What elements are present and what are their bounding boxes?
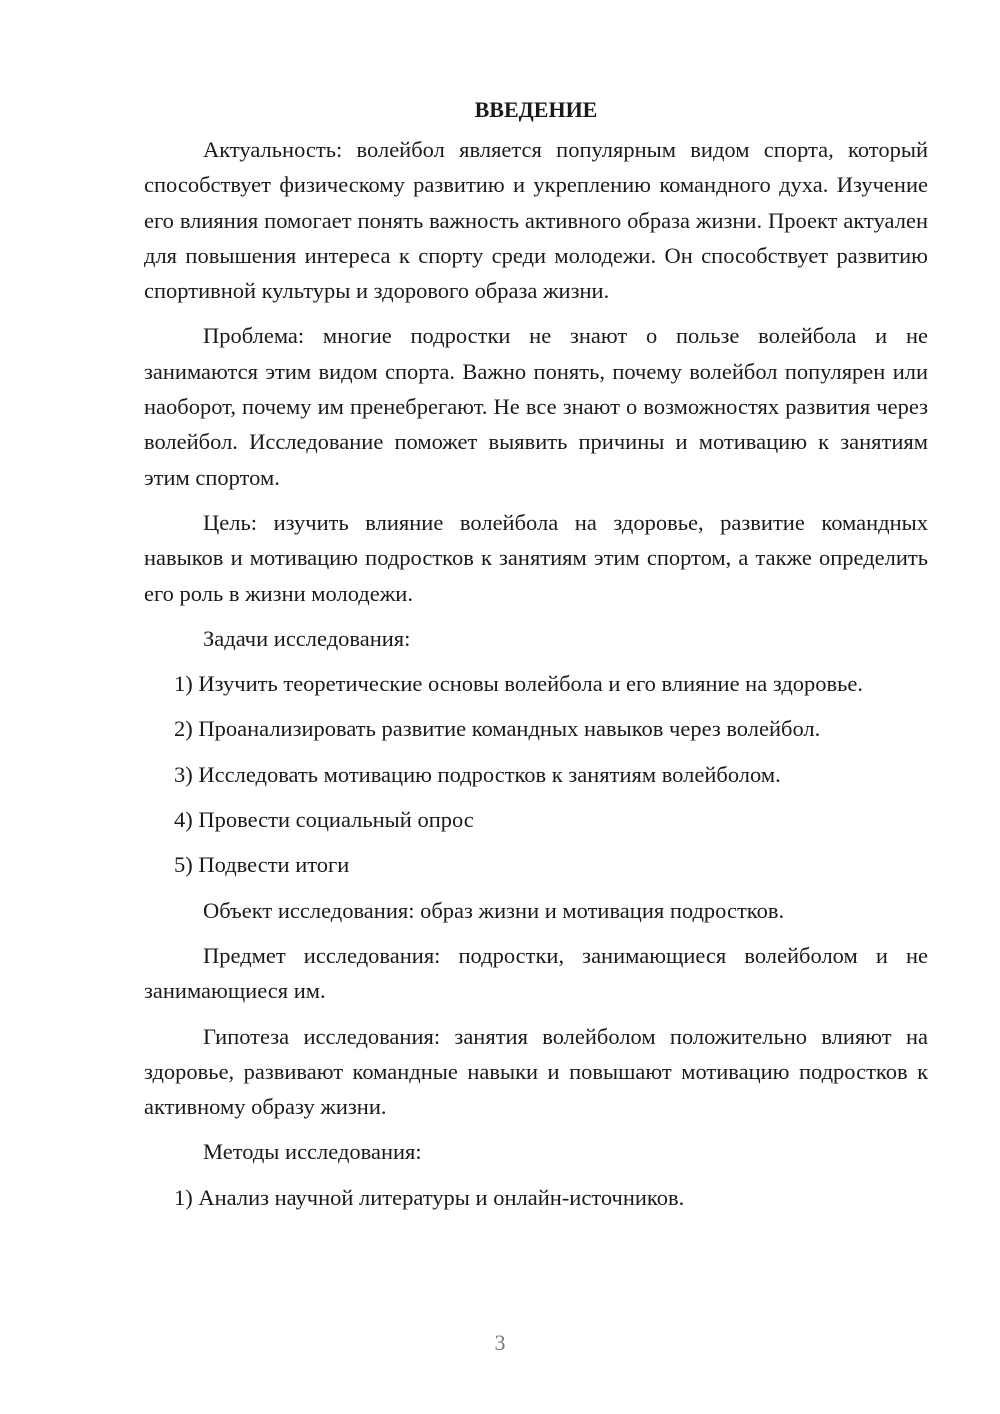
task-item-4: 4) Провести социальный опрос (174, 807, 474, 833)
page-number: 3 (494, 1330, 506, 1355)
section-title: ВВЕДЕНИЕ (474, 97, 598, 122)
task-item-3: 3) Исследовать мотивацию подростков к занятиям волейболом. (174, 761, 781, 787)
hypothesis-paragraph: Гипотеза исследования: занятия волейболом положительно влияют на здоровье, развивают командные навыки и повышают мотивацию подростков к активному образу жизни. (144, 1023, 928, 1120)
task-item-5: 5) Подвести итоги (174, 852, 350, 878)
subject-paragraph: Предмет исследования: подростки, занимающиеся волейболом и не занимающиеся им. (144, 942, 928, 1004)
tasks-list (144, 666, 928, 882)
tasks-heading: Задачи исследования: (203, 625, 411, 651)
relevance-paragraph: Актуальность: волейбол является популярным видом спорта, который способствует физическому развитию и укреплению командного духа. Изучение его влияния помогает понять важность активного образа жизни. Проект актуален для повышения интереса к спорту среди молодежи. Он способствует развитию спортивной культуры и здорового образа жизни. (144, 137, 928, 304)
methods-heading: Методы исследования: (203, 1139, 422, 1165)
methods-list (144, 1180, 928, 1215)
method-item-1: 1) Анализ научной литературы и онлайн-источников. (174, 1184, 685, 1210)
task-item-2: 2) Проанализировать развитие командных навыков через волейбол. (174, 716, 821, 742)
goal-paragraph: Цель: изучить влияние волейбола на здоровье, развитие командных навыков и мотивацию подростков к занятиям этим спортом, а также определить его роль в жизни молодежи. (144, 509, 928, 606)
task-item-1: 1) Изучить теоретические основы волейбола и его влияние на здоровье. (174, 671, 864, 697)
object-paragraph: Объект исследования: образ жизни и мотивация подростков. (203, 897, 785, 923)
document-page (144, 92, 928, 1225)
problem-paragraph: Проблема: многие подростки не знают о пользе волейбола и не занимаются этим видом спорта. Важно понять, почему волейбол популярен или наоборот, почему им пренебрегают. Не все знают о возможностях развития через волейбол. Исследование поможет выявить причины и мотивацию к занятиям этим спортом. (144, 323, 928, 490)
